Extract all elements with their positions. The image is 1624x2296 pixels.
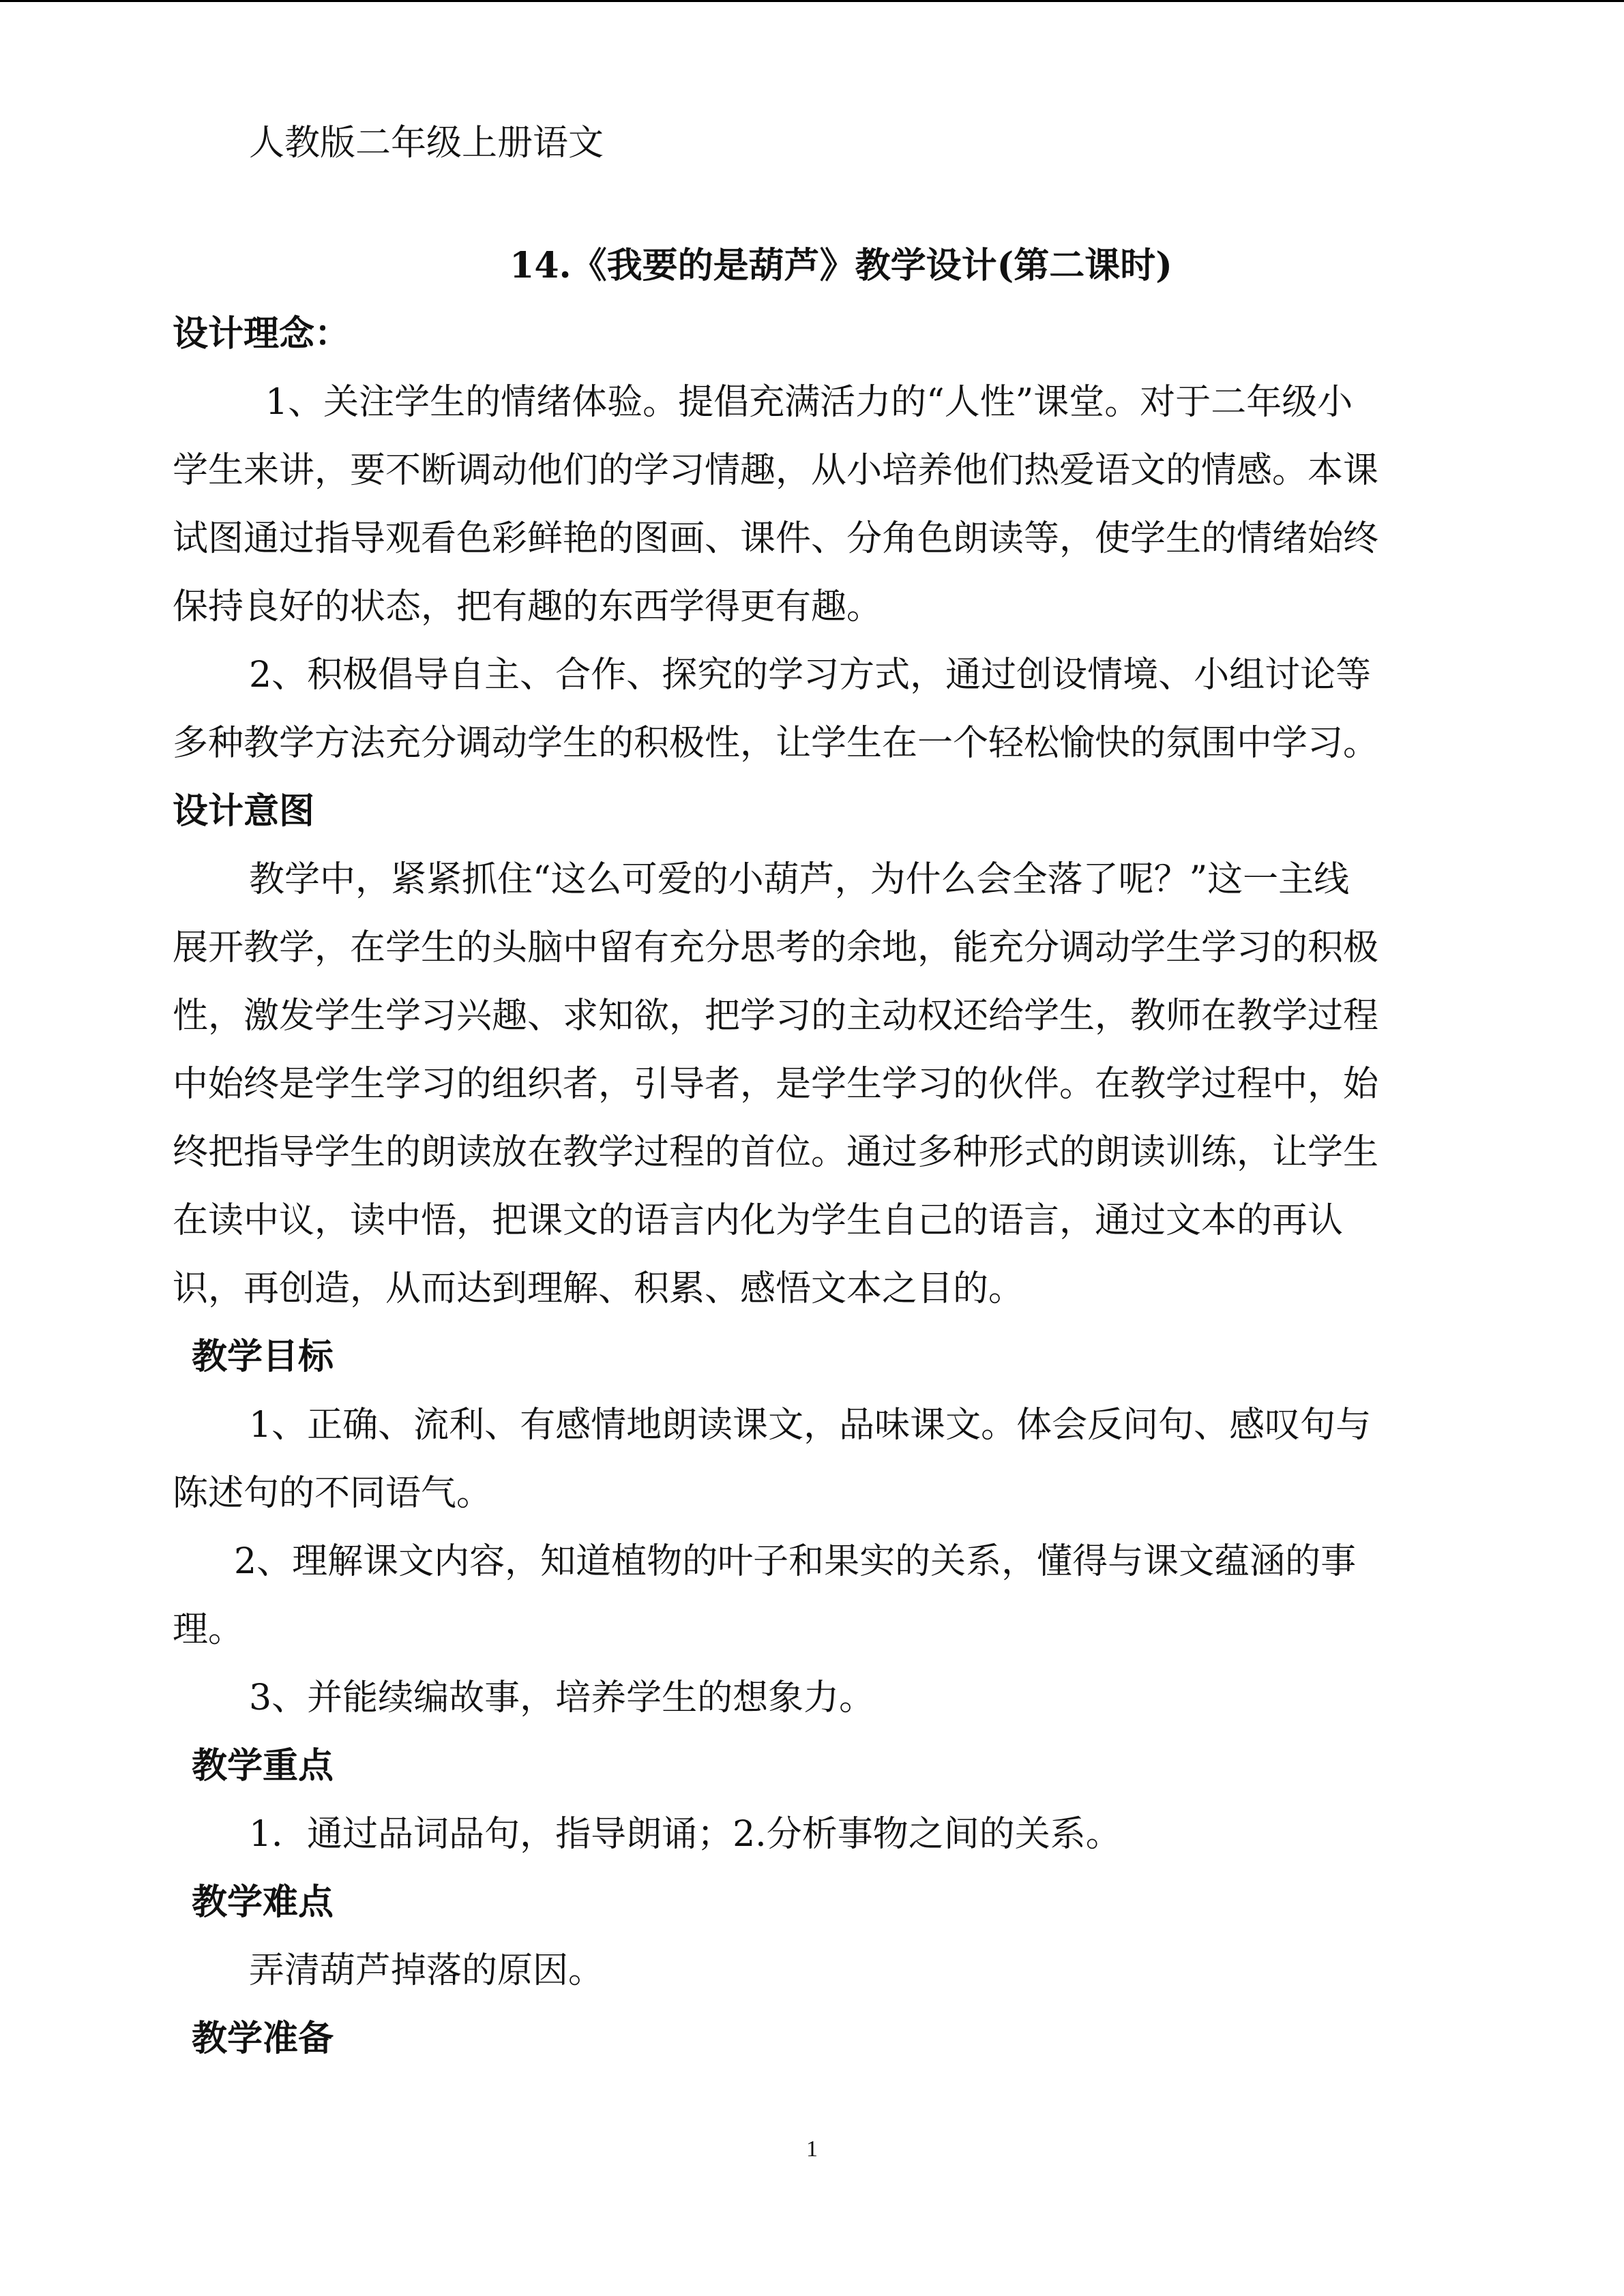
page-number: 1 xyxy=(806,2136,818,2162)
teaching-goal-2 xyxy=(173,1527,1482,1664)
heading-difficulties: 教学难点 xyxy=(192,1881,334,1923)
top-border-line xyxy=(0,0,1624,2)
text-line: 2、积极倡导自主、合作、探究的学习方式，通过创设情境、小组讨论等 xyxy=(249,655,1372,696)
text-line: 学生来讲，要不断调动他们的学习情趣，从小培养他们热爱语文的情感。本课 xyxy=(173,450,1379,491)
teaching-goal-1 xyxy=(173,1391,1482,1527)
difficulties-text xyxy=(173,1937,1482,2005)
text-line: 2、理解课文内容，知道植物的叶子和果实的关系，懂得与课文蕴涵的事 xyxy=(234,1541,1357,1582)
heading-preparation: 教学准备 xyxy=(192,2018,334,2059)
design-intent-paragraph xyxy=(173,846,1482,1323)
text-line: 教学中，紧紧抓住“这么可爱的小葫芦，为什么会全落了呢？”这一主线 xyxy=(249,859,1350,900)
running-header: 人教版二年级上册语文 xyxy=(249,123,604,164)
heading-teaching-goals: 教学目标 xyxy=(192,1336,334,1377)
text-line: 终把指导学生的朗读放在教学过程的首位。通过多种形式的朗读训练，让学生 xyxy=(173,1132,1379,1173)
text-line: 展开教学，在学生的头脑中留有充分思考的余地，能充分调动学生学习的积极 xyxy=(173,927,1379,968)
heading-key-points: 教学重点 xyxy=(192,1745,334,1787)
text-line: 中始终是学生学习的组织者，引导者，是学生学习的伙伴。在教学过程中，始 xyxy=(173,1064,1379,1105)
heading-design-concept: 设计理念： xyxy=(173,313,351,355)
text-line: 识，再创造，从而达到理解、积累、感悟文本之目的。 xyxy=(173,1268,1024,1309)
text-line: 保持良好的状态，把有趣的东西学得更有趣。 xyxy=(173,586,883,627)
heading-design-intent: 设计意图 xyxy=(173,790,315,832)
text-line: 弄清葫芦掉落的原因。 xyxy=(249,1950,604,1991)
text-line: 1、正确、流利、有感情地朗读课文，品味课文。体会反问句、感叹句与 xyxy=(249,1405,1372,1446)
document-title: 14.《我要的是葫芦》教学设计(第二课时) xyxy=(510,245,1172,286)
key-points-text xyxy=(173,1800,1482,1868)
teaching-goal-3 xyxy=(173,1664,1482,1732)
text-line: 试图通过指导观看色彩鲜艳的图画、课件、分角色朗读等，使学生的情绪始终 xyxy=(173,518,1379,559)
text-line: 1、关注学生的情绪体验。提倡充满活力的“人性”课堂。对于二年级小 xyxy=(265,382,1353,423)
text-line: 在读中议，读中悟，把课文的语言内化为学生自己的语言，通过文本的再认 xyxy=(173,1200,1344,1241)
design-concept-paragraph-2 xyxy=(173,641,1482,777)
design-concept-paragraph-1 xyxy=(173,368,1482,641)
document-body xyxy=(173,109,1482,2073)
text-line: 1．通过品词品句，指导朗诵；2.分析事物之间的关系。 xyxy=(249,1814,1121,1855)
text-line: 性，激发学生学习兴趣、求知欲，把学习的主动权还给学生，教师在教学过程 xyxy=(173,996,1379,1037)
text-line: 多种教学方法充分调动学生的积极性，让学生在一个轻松愉快的氛围中学习。 xyxy=(173,723,1379,764)
text-line: 陈述句的不同语气。 xyxy=(173,1473,492,1514)
text-line: 3、并能续编故事，培养学生的想象力。 xyxy=(249,1678,875,1718)
text-line: 理。 xyxy=(173,1609,244,1650)
